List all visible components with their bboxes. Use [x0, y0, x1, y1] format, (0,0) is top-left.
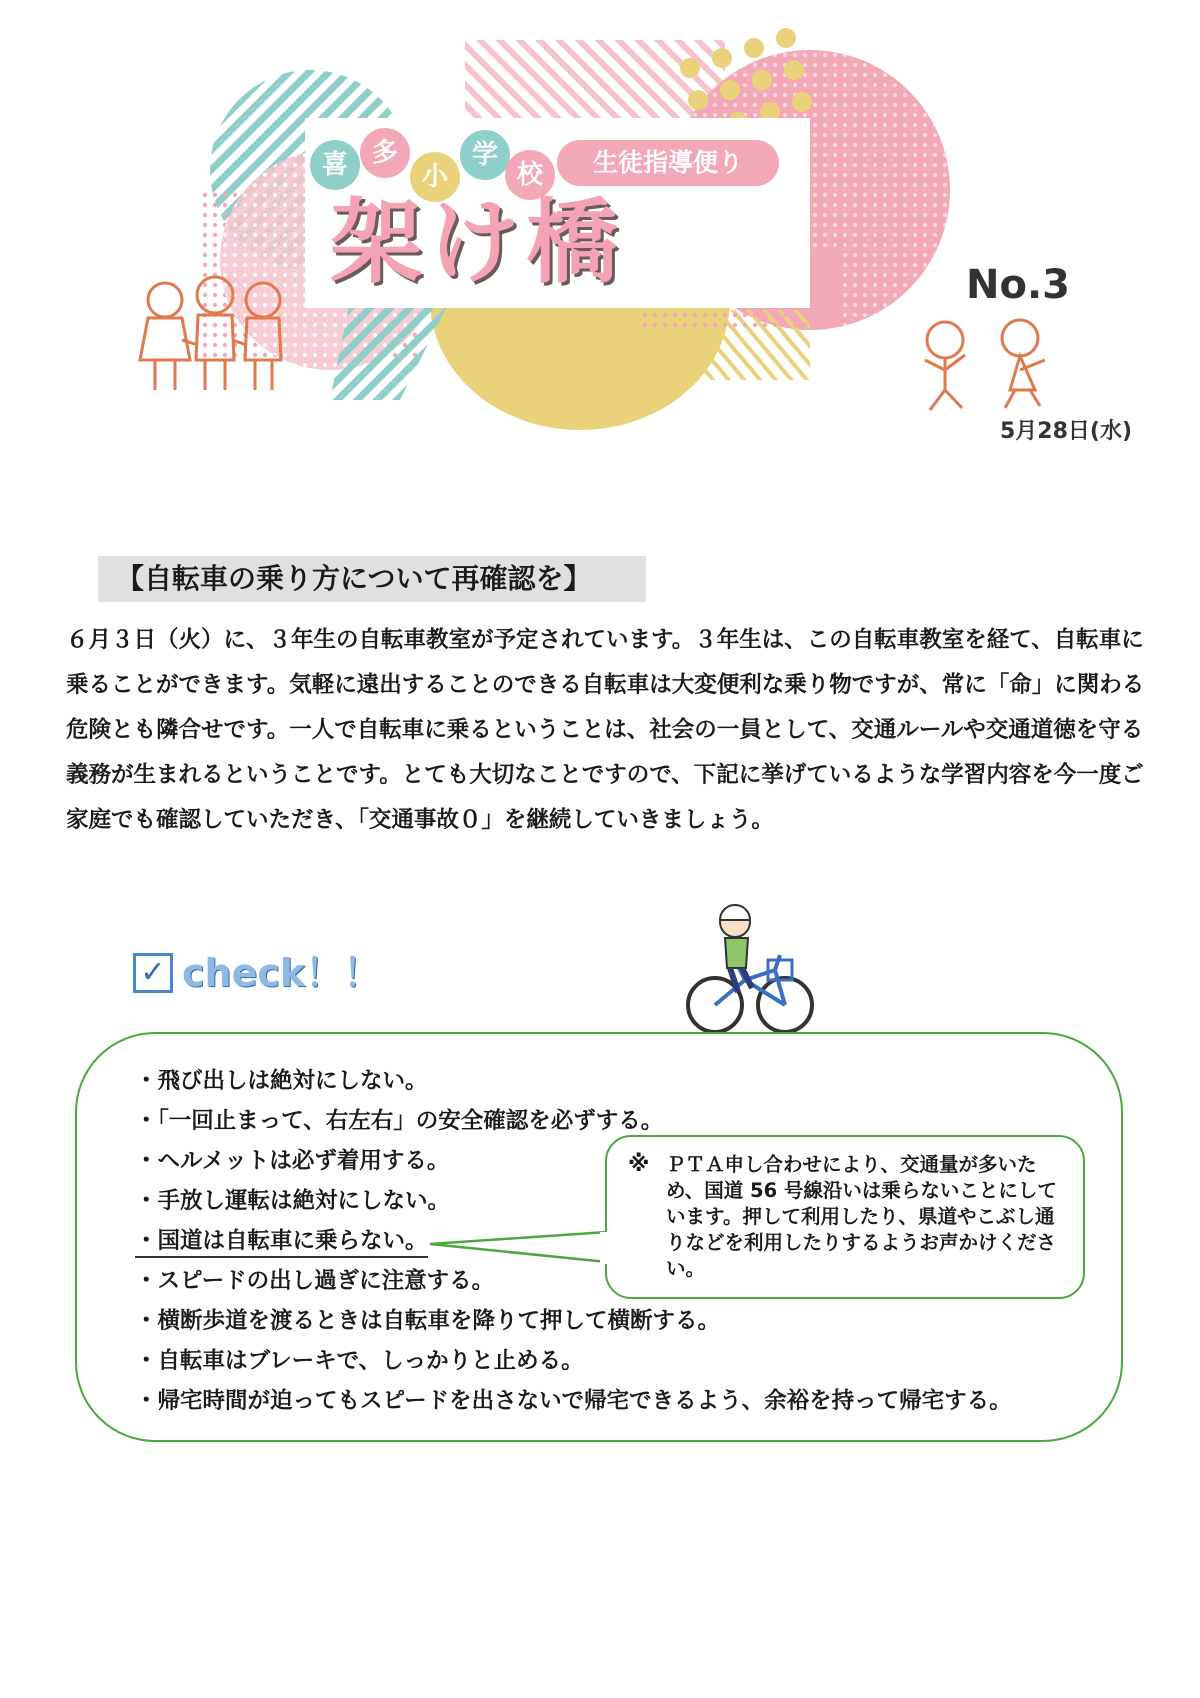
newsletter-title: 架け橋 [330, 189, 625, 296]
school-name-char: 喜 [310, 140, 360, 190]
checklist-item: ・「一回止まって、右左右」の安全確認を必ずする。 [135, 1108, 664, 1134]
issue-number: No.3 [966, 262, 1070, 308]
issue-date: 5月28日(水) [1000, 419, 1133, 444]
newsletter-badge: 生徒指導便り [557, 140, 779, 186]
checklist-item: ・飛び出しは絶対にしない。 [135, 1068, 428, 1094]
checklist-item: ・自転車はブレーキで、しっかりと止める。 [135, 1348, 584, 1374]
checklist-item-underlined: ・国道は自転車に乗らない。 [135, 1228, 428, 1258]
section-heading: 【自転車の乗り方について再確認を】 [98, 556, 646, 602]
children-illustration [925, 320, 1045, 410]
bubble-join-mask [600, 1228, 614, 1268]
checklist-item: ・横断歩道を渡るときは自転車を降りて押して横断する。 [135, 1308, 721, 1334]
school-name-char: 多 [360, 128, 410, 178]
note-mark: ※ [628, 1152, 650, 1177]
school-name-char: 小 [410, 152, 460, 202]
intro-paragraph: ６月３日（火）に、３年生の自転車教室が予定されています。３年生は、この自転車教室を経て、自転車に乗ることができます。気軽に遠出することのできる自転車は大変便利な乗り物ですが、常に「命」に関わる危険とも隣合せです。一人で自転車に乗るということは、社会の一員として、交通ルールや交通道徳を守る義務が生まれるということです。とても大切なことですので、下記に挙げているような学習内容を今一度ご家庭でも確認していただき、「交通事故０」を継続していきましょう。 [66, 627, 1145, 833]
checklist-item: ・手放し運転は絶対にしない。 [135, 1188, 451, 1214]
school-name-char: 校 [505, 150, 555, 200]
checklist-item: ・スピードの出し過ぎに注意する。 [135, 1268, 495, 1294]
checklist-item: ・ヘルメットは必ず着用する。 [135, 1148, 450, 1174]
check-label: check！！ [182, 951, 382, 995]
checklist-item [135, 1226, 428, 1256]
checklist-item: ・帰宅時間が迫ってもスピードを出さないで帰宅できるよう、余裕を持って帰宅する。 [135, 1388, 1012, 1414]
school-name-char: 学 [460, 130, 510, 180]
note-text: ＰＴＡ申し合わせにより、交通量が多いため、国道 56 号線沿いは乗らないことにしています。押して利用したり、県道やこぶし通りなどを利用したりするようお声かけください。 [666, 1153, 1057, 1280]
checkbox-icon: ✓ [133, 953, 173, 993]
bicycle-icon [680, 900, 820, 1040]
